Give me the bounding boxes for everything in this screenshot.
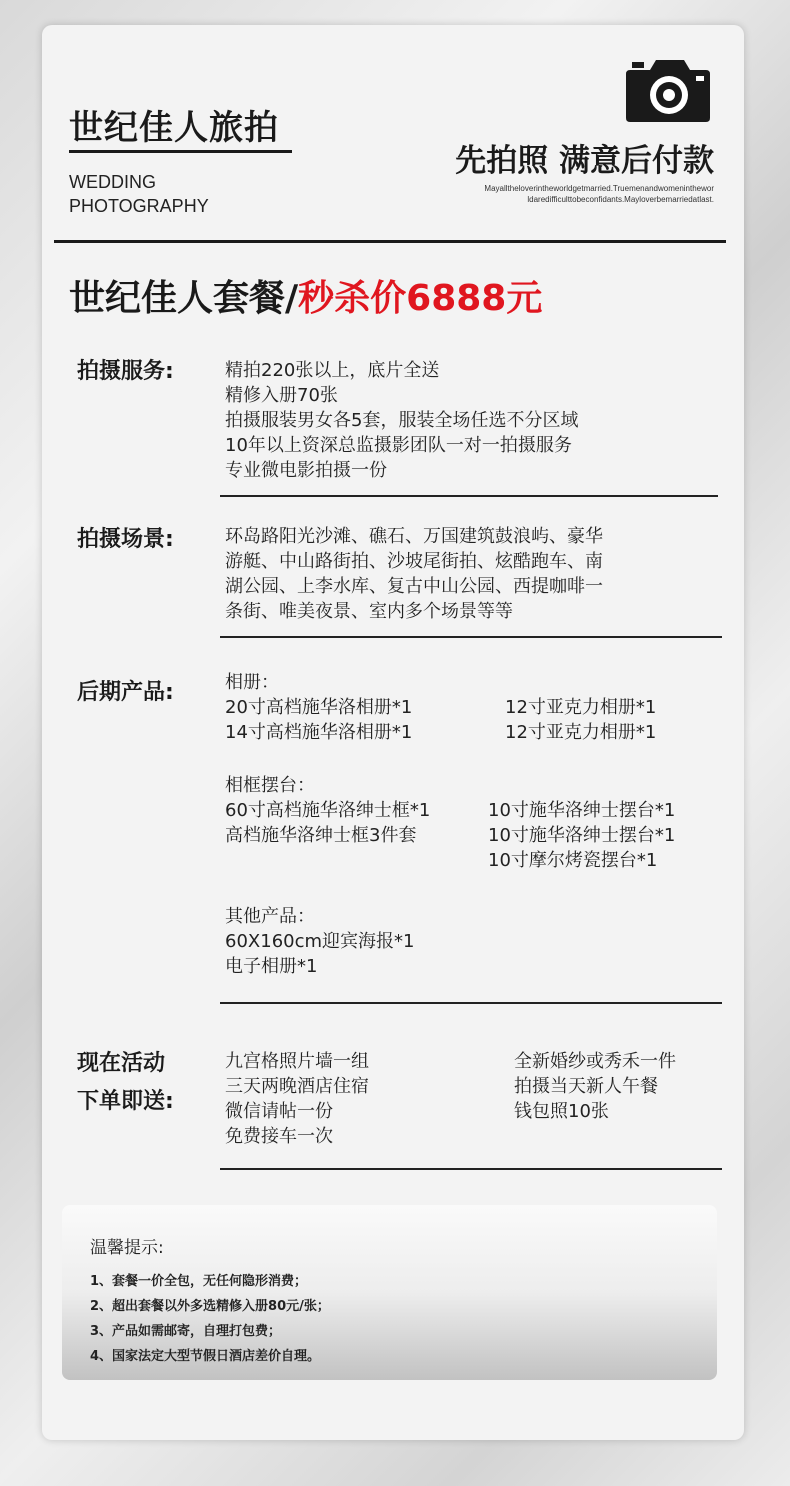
list-item: 10年以上资深总监摄影团队一对一拍摄服务 bbox=[225, 435, 572, 456]
package-card bbox=[42, 25, 744, 1440]
list-item: 全新婚纱或秀禾一件 bbox=[514, 1051, 676, 1072]
promo-label-line2: 下单即送: bbox=[77, 1089, 174, 1114]
list-item: 4、国家法定大型节假日酒店差价自理。 bbox=[90, 1349, 321, 1364]
promo-label bbox=[77, 1047, 174, 1119]
frame-right-list bbox=[488, 798, 675, 873]
list-item: 九宫格照片墙一组 bbox=[225, 1051, 369, 1072]
list-item: 14寸高档施华洛相册*1 bbox=[225, 722, 413, 743]
list-item: 环岛路阳光沙滩、礁石、万国建筑鼓浪屿、豪华 bbox=[225, 526, 603, 547]
list-item: 拍摄当天新人午餐 bbox=[514, 1076, 658, 1097]
package-name: 世纪佳人套餐/ bbox=[69, 278, 299, 319]
list-item: 20寸高档施华洛相册*1 bbox=[225, 697, 413, 718]
list-item: 60X160cm迎宾海报*1 bbox=[225, 931, 415, 952]
list-item: 60寸高档施华洛绅士框*1 bbox=[225, 800, 431, 821]
list-item: 12寸亚克力相册*1 bbox=[505, 697, 657, 718]
list-item: 10寸施华洛绅士摆台*1 bbox=[488, 825, 676, 846]
scenes-label: 拍摄场景: bbox=[77, 527, 174, 552]
slogan: 先拍照 满意后付款 bbox=[455, 143, 714, 179]
list-item: 免费接车一次 bbox=[225, 1126, 333, 1147]
list-item: 1、套餐一价全包，无任何隐形消费； bbox=[90, 1274, 308, 1289]
brand-english-line1: WEDDING bbox=[69, 172, 156, 192]
list-item: 拍摄服装男女各5套，服装全场任选不分区域 bbox=[225, 410, 579, 431]
list-item: 12寸亚克力相册*1 bbox=[505, 722, 657, 743]
list-item: 专业微电影拍摄一份 bbox=[225, 460, 387, 481]
list-item: 10寸摩尔烤瓷摆台*1 bbox=[488, 850, 658, 871]
album-left-list bbox=[225, 695, 412, 745]
list-item: 条街、唯美夜景、室内多个场景等等 bbox=[225, 601, 513, 622]
promo-label-line1: 现在活动 bbox=[77, 1051, 166, 1076]
package-price: 秒杀价6888元 bbox=[298, 278, 543, 319]
products-label: 后期产品: bbox=[77, 680, 174, 705]
header-divider bbox=[54, 240, 726, 243]
list-item: 微信请帖一份 bbox=[225, 1101, 333, 1122]
other-title: 其他产品： bbox=[225, 906, 315, 927]
promo-divider bbox=[220, 1168, 722, 1170]
list-item: 电子相册*1 bbox=[225, 956, 318, 977]
package-headline bbox=[69, 270, 542, 321]
brand-underline bbox=[69, 150, 292, 153]
scenes-text bbox=[225, 524, 603, 624]
brand-english-line2: PHOTOGRAPHY bbox=[69, 196, 209, 216]
services-label: 拍摄服务: bbox=[77, 359, 174, 384]
list-item: 三天两晚酒店住宿 bbox=[225, 1076, 369, 1097]
list-item: 10寸施华洛绅士摆台*1 bbox=[488, 800, 676, 821]
services-divider bbox=[220, 495, 718, 497]
camera-icon bbox=[626, 58, 710, 122]
tips-title: 温馨提示: bbox=[90, 1238, 164, 1258]
services-list bbox=[225, 358, 578, 483]
list-item: 湖公园、上李水库、复古中山公园、西提咖啡一 bbox=[225, 576, 603, 597]
scenes-divider bbox=[220, 636, 722, 638]
list-item: 精修入册70张 bbox=[225, 385, 338, 406]
list-item: 钱包照10张 bbox=[514, 1101, 609, 1122]
tips-list bbox=[90, 1269, 330, 1369]
slogan-english: Mayalltheloverintheworldgetmarried.Truemenandwomenintheworldaredifficulttobeconfidants.Mayloverbemarriedatlast. bbox=[484, 184, 714, 204]
list-item: 2、超出套餐以外多选精修入册80元/张； bbox=[90, 1299, 330, 1314]
list-item: 3、产品如需邮寄，自理打包费； bbox=[90, 1324, 282, 1339]
tips-box bbox=[62, 1205, 717, 1380]
brand-english bbox=[69, 170, 209, 218]
products-divider bbox=[220, 1002, 722, 1004]
album-right-list bbox=[505, 695, 656, 745]
frame-title: 相框摆台： bbox=[225, 775, 315, 796]
album-title: 相册： bbox=[225, 672, 279, 693]
frame-left-list bbox=[225, 798, 430, 848]
list-item: 精拍220张以上，底片全送 bbox=[225, 360, 440, 381]
brand-title: 世纪佳人旅拍 bbox=[69, 108, 279, 148]
list-item: 高档施华洛绅士框3件套 bbox=[225, 825, 417, 846]
promo-right-list bbox=[514, 1049, 676, 1124]
promo-left-list bbox=[225, 1049, 369, 1149]
list-item: 游艇、中山路街拍、沙坡尾街拍、炫酷跑车、南 bbox=[225, 551, 603, 572]
other-list bbox=[225, 929, 414, 979]
